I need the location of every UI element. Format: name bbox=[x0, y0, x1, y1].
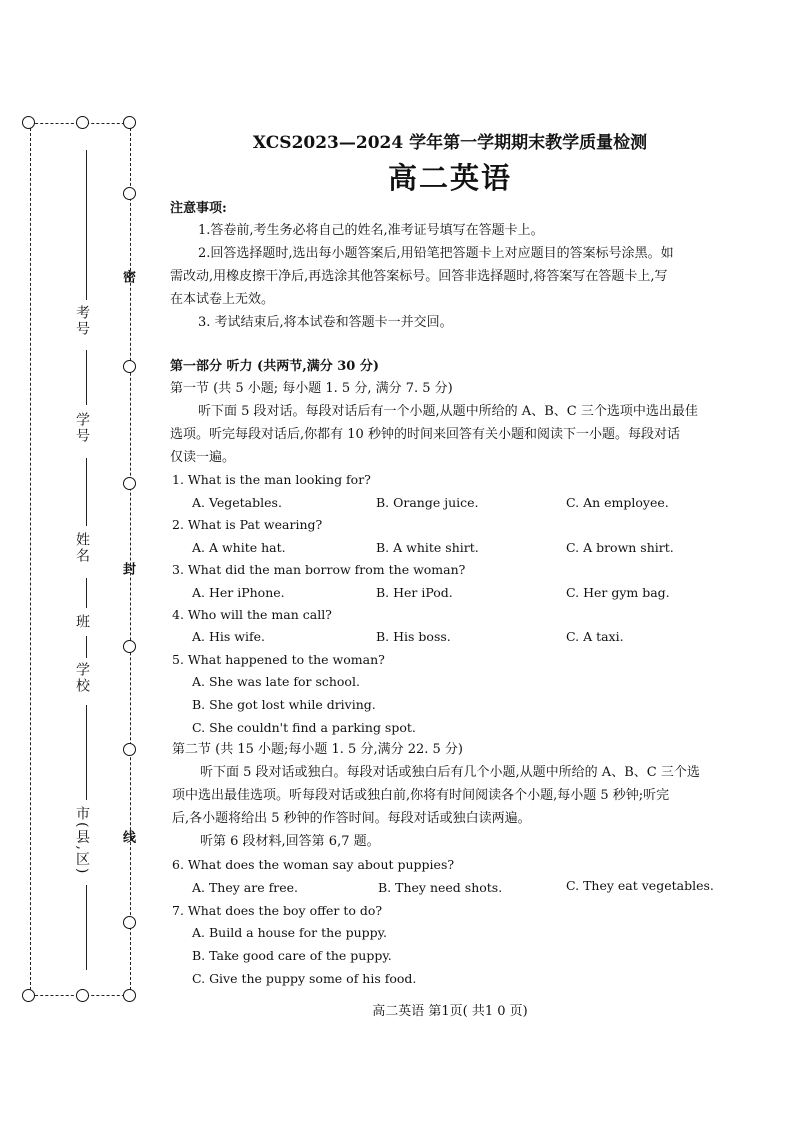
option-c: C. They eat vegetables. bbox=[566, 878, 714, 893]
option-b: B. Her iPod. bbox=[376, 585, 453, 600]
notes-item: 在本试卷上无效。 bbox=[170, 292, 275, 307]
binding-hole-icon bbox=[76, 116, 89, 129]
option-a: A. A white hat. bbox=[192, 540, 286, 555]
binding-left-dash bbox=[30, 123, 31, 995]
question-stem: 7. What does the boy offer to do? bbox=[172, 903, 383, 918]
option-b: B. She got lost while driving. bbox=[192, 697, 376, 712]
seal-char: 线 bbox=[120, 830, 135, 843]
option-a: A. Her iPhone. bbox=[192, 585, 285, 600]
question-stem: 3. What did the man borrow from the woman? bbox=[172, 562, 466, 577]
school-line bbox=[86, 636, 87, 658]
name-line bbox=[86, 458, 87, 526]
question-stem: 5. What happened to the woman? bbox=[172, 652, 385, 667]
option-a: A. His wife. bbox=[192, 629, 265, 644]
name-label: 姓名 bbox=[74, 532, 90, 564]
notes-item: 2.回答选择题时,选出每小题答案后,用铅笔把答题卡上对应题目的答案标号涂黑。如 bbox=[198, 246, 674, 261]
option-c: C. A brown shirt. bbox=[566, 540, 674, 555]
section2-instructions: 后,各小题将给出 5 秒钟的作答时间。每段对话或独白读两遍。 bbox=[172, 811, 531, 826]
binding-hole-icon bbox=[123, 477, 136, 490]
binding-hole-icon bbox=[123, 916, 136, 929]
material-instruction: 听第 6 段材料,回答第 6,7 题。 bbox=[200, 834, 380, 849]
binding-hole-icon bbox=[123, 743, 136, 756]
exam-no-label: 考号 bbox=[74, 305, 90, 337]
section2-instructions: 项中选出最佳选项。听每段对话或独白前,你将有时间阅读各个小题,每小题 5 秒钟;听完 bbox=[172, 788, 670, 803]
seal-char: 封 bbox=[120, 562, 135, 575]
option-c: C. An employee. bbox=[566, 495, 669, 510]
option-b: B. Take good care of the puppy. bbox=[192, 948, 392, 963]
option-b: B. Orange juice. bbox=[376, 495, 479, 510]
option-a: A. She was late for school. bbox=[192, 674, 360, 689]
option-c: C. Her gym bag. bbox=[566, 585, 670, 600]
class-label: 班 bbox=[74, 614, 90, 630]
city-line bbox=[86, 705, 87, 800]
binding-right-dash bbox=[130, 123, 131, 995]
binding-hole-icon bbox=[123, 187, 136, 200]
student-no-label: 学号 bbox=[74, 412, 90, 444]
binding-hole-icon bbox=[22, 989, 35, 1002]
option-c: C. A taxi. bbox=[566, 629, 624, 644]
option-b: B. His boss. bbox=[376, 629, 451, 644]
part1-heading: 第一部分 听力 (共两节,满分 30 分) bbox=[170, 359, 380, 374]
binding-hole-icon bbox=[123, 116, 136, 129]
binding-hole-icon bbox=[123, 360, 136, 373]
option-a: A. Vegetables. bbox=[192, 495, 282, 510]
city-line-lower bbox=[86, 885, 87, 970]
binding-hole-icon bbox=[76, 989, 89, 1002]
section1-instructions: 听下面 5 段对话。每段对话后有一个小题,从题中所给的 A、B、C 三个选项中选出最佳 bbox=[198, 404, 698, 419]
option-b: B. They need shots. bbox=[378, 880, 503, 895]
exam-title: XCS2023—2024 学年第一学期期末教学质量检测 bbox=[252, 133, 648, 153]
section1-instructions: 选项。听完每段对话后,你都有 10 秒钟的时间来回答有关小题和阅读下一小题。每段对话 bbox=[170, 427, 680, 442]
option-a: A. They are free. bbox=[192, 880, 298, 895]
section1-heading: 第一节 (共 5 小题; 每小题 1. 5 分, 满分 7. 5 分) bbox=[170, 381, 453, 396]
page-footer: 高二英语 第1页( 共1 0 页) bbox=[372, 1004, 528, 1019]
subject-title: 高二英语 bbox=[387, 161, 512, 195]
binding-hole-icon bbox=[22, 116, 35, 129]
question-stem: 4. Who will the man call? bbox=[172, 607, 332, 622]
student-no-line bbox=[86, 350, 87, 405]
school-label: 学校 bbox=[74, 662, 90, 694]
binding-hole-icon bbox=[123, 989, 136, 1002]
class-line bbox=[86, 578, 87, 608]
notes-heading: 注意事项: bbox=[170, 201, 227, 216]
question-stem: 2. What is Pat wearing? bbox=[172, 517, 323, 532]
notes-item: 3. 考试结束后,将本试卷和答题卡一并交回。 bbox=[198, 315, 453, 330]
question-stem: 1. What is the man looking for? bbox=[172, 472, 371, 487]
section2-instructions: 听下面 5 段对话或独白。每段对话或独白后有几个小题,从题中所给的 A、B、C 三个选 bbox=[200, 765, 700, 780]
exam-no-line bbox=[86, 150, 87, 300]
option-c: C. Give the puppy some of his food. bbox=[192, 971, 417, 986]
binding-hole-icon bbox=[123, 640, 136, 653]
city-label: 市(县,区) bbox=[74, 806, 90, 876]
notes-item: 1.答卷前,考生务必将自己的姓名,准考证号填写在答题卡上。 bbox=[198, 223, 544, 238]
option-a: A. Build a house for the puppy. bbox=[192, 925, 387, 940]
section1-instructions: 仅读一遍。 bbox=[170, 450, 236, 465]
section2-heading: 第二节 (共 15 小题;每小题 1. 5 分,满分 22. 5 分) bbox=[172, 742, 464, 757]
option-b: B. A white shirt. bbox=[376, 540, 479, 555]
seal-char: 密 bbox=[120, 270, 135, 283]
option-c: C. She couldn't find a parking spot. bbox=[192, 720, 416, 735]
notes-item: 需改动,用橡皮擦干净后,再选涂其他答案标号。回答非选择题时,将答案写在答题卡上,写 bbox=[170, 269, 668, 284]
question-stem: 6. What does the woman say about puppies? bbox=[172, 857, 455, 872]
